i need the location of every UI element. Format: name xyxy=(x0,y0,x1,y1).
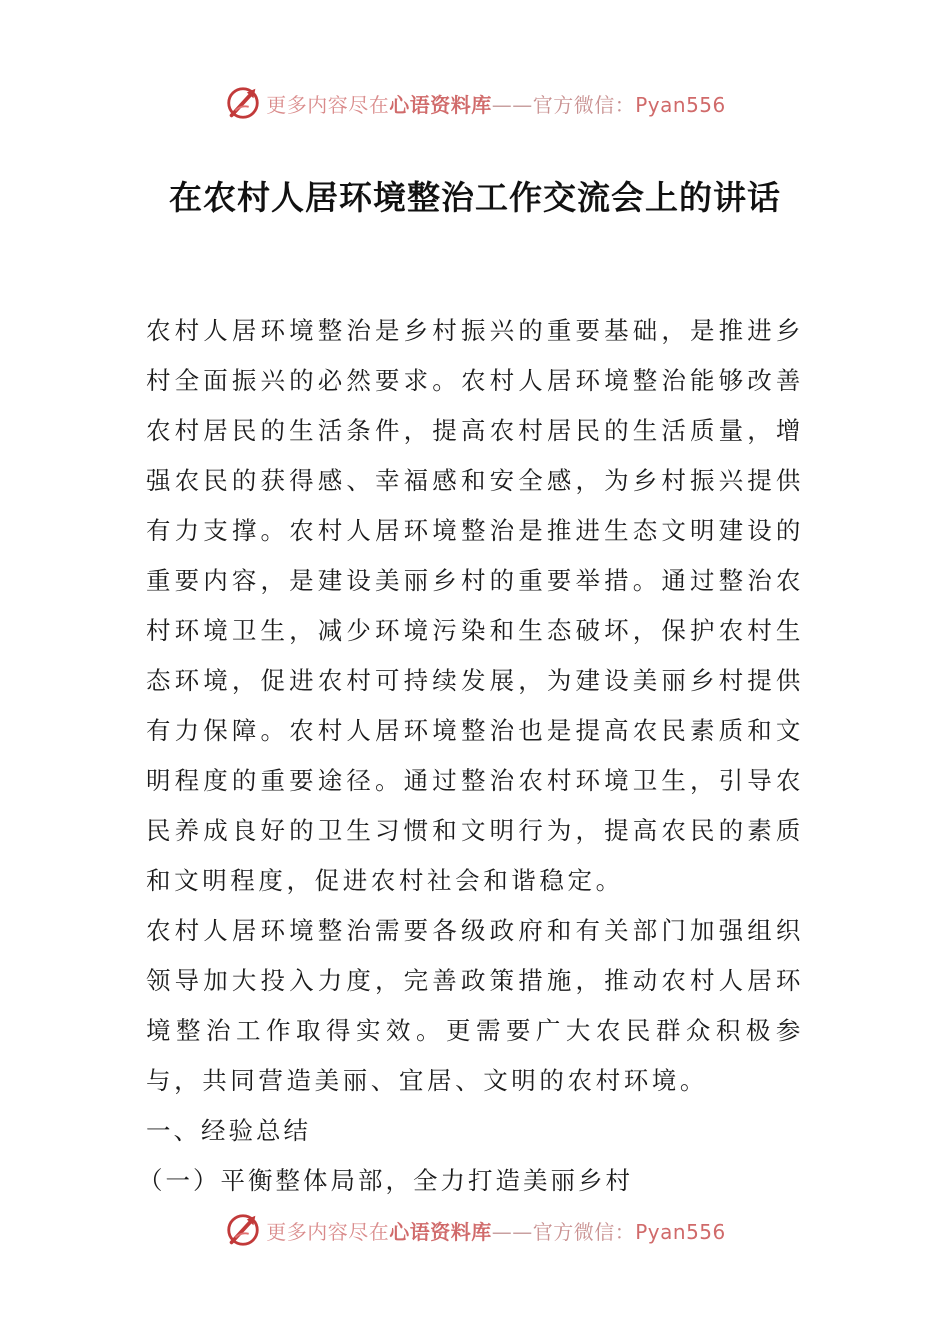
watermark-text xyxy=(266,89,726,118)
header-watermark-banner xyxy=(0,80,950,126)
watermark-wechat-label: 官方微信： xyxy=(532,92,636,117)
document-title: 在农村人居环境整治工作交流会上的讲话 xyxy=(169,178,781,217)
watermark-library-name: 心语资料库 xyxy=(389,1219,492,1244)
watermark-wechat-id: Pyan556 xyxy=(635,92,726,117)
watermark-prefix: 更多内容尽在 xyxy=(266,92,390,117)
section-heading: 一、经验总结 xyxy=(146,1116,311,1145)
pen-logo-icon xyxy=(224,1211,262,1249)
subsection-heading: （一）平衡整体局部，全力打造美丽乡村 xyxy=(138,1166,633,1195)
pen-logo-icon xyxy=(224,84,262,122)
body-paragraph: 农村人居环境整治需要各级政府和有关部门加强组织领导加大投入力度，完善政策措施，推动农村人居环境整治工作取得实效。更需要广大农民群众积极参与，共同营造美丽、宜居、文明的农村环境。 xyxy=(146,916,804,1095)
footer-watermark-banner xyxy=(0,1207,950,1253)
watermark-dash: —— xyxy=(491,1219,533,1244)
watermark-wechat-id: Pyan556 xyxy=(635,1219,726,1244)
body-paragraph: 农村人居环境整治是乡村振兴的重要基础，是推进乡村全面振兴的必然要求。农村人居环境整治能够改善农村居民的生活条件，提高农村居民的生活质量，增强农民的获得感、幸福感和安全感，为乡村振兴提供有力支撑。农村人居环境整治是推进生态文明建设的重要内容，是建设美丽乡村的重要举措。通过整治农村环境卫生，减少环境污染和生态破坏，保护农村生态环境，促进农村可持续发展，为建设美丽乡村提供有力保障。农村人居环境整治也是提高农民素质和文明程度的重要途径。通过整治农村环境卫生，引导农民养成良好的卫生习惯和文明行为，提高农民的素质和文明程度，促进农村社会和谐稳定。 xyxy=(146,316,804,895)
watermark-wechat-label: 官方微信： xyxy=(532,1219,636,1244)
document-body xyxy=(138,306,804,1206)
watermark-library-name: 心语资料库 xyxy=(389,92,492,117)
watermark-dash: —— xyxy=(491,92,533,117)
watermark-prefix: 更多内容尽在 xyxy=(266,1219,390,1244)
watermark-text xyxy=(266,1216,726,1245)
